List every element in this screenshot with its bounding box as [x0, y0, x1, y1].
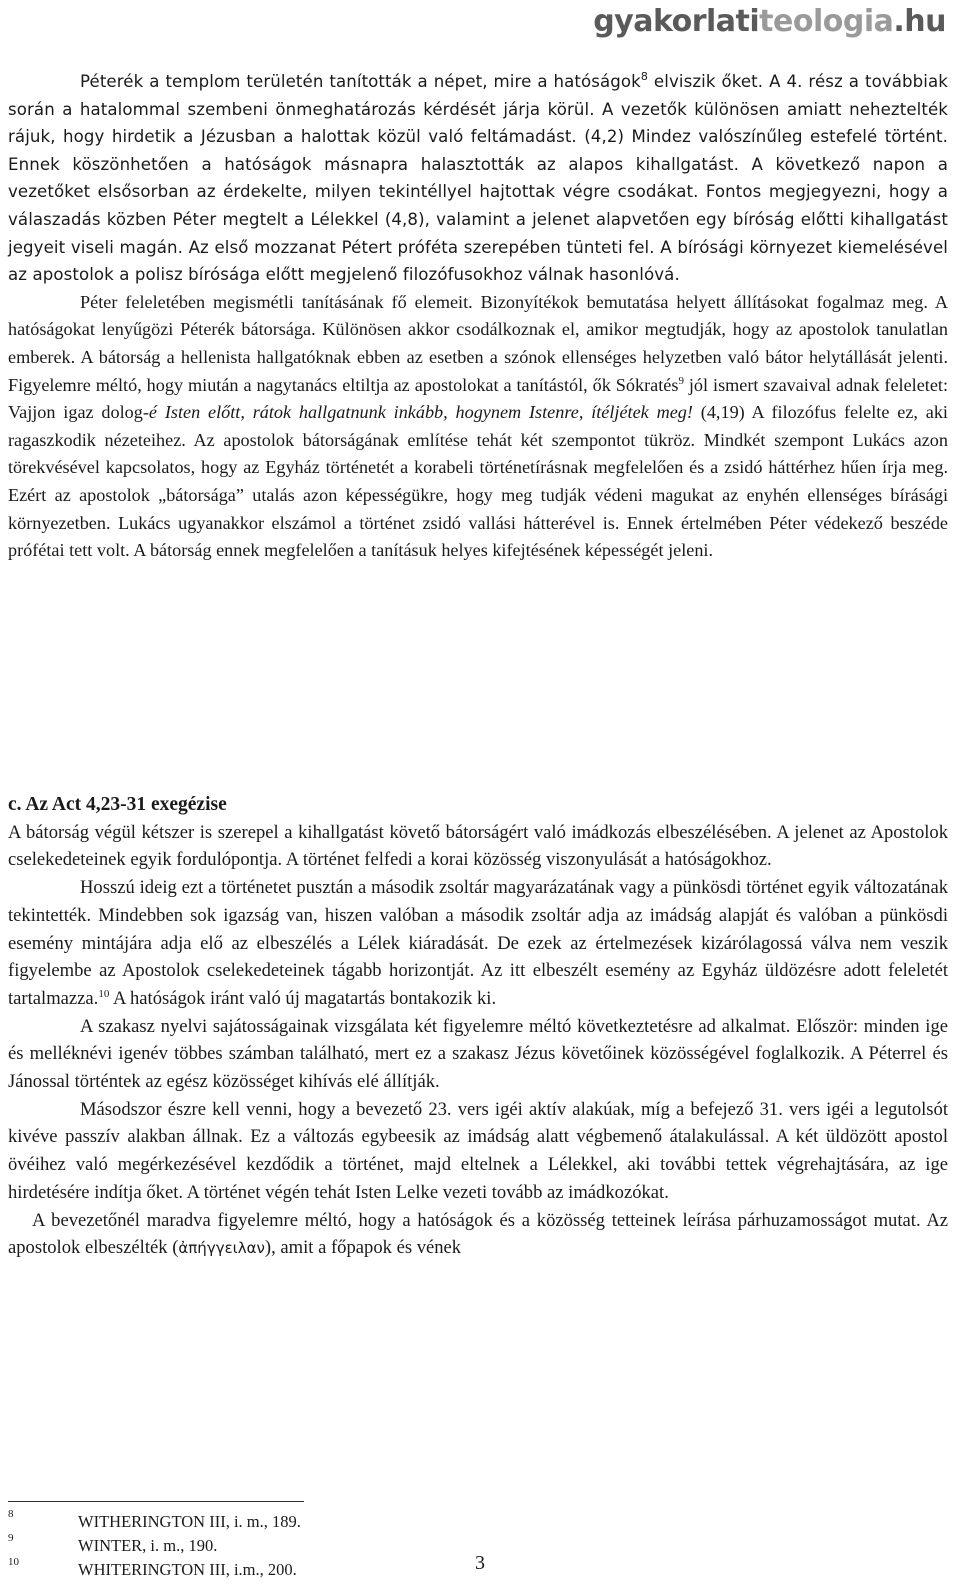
footnote-number: 9 [8, 1532, 14, 1544]
footnote-ref-9[interactable]: 9 [678, 374, 684, 387]
logo-part-3: .hu [893, 4, 946, 39]
section-one [8, 68, 948, 565]
logo-part-2: teologia [759, 4, 894, 39]
site-logo[interactable] [593, 4, 946, 39]
paragraph [8, 289, 948, 565]
footnote [8, 1508, 608, 1536]
text-run: (4,19) A filozófus felelte ez, aki ragaszkodik nézeteihez. Az apostolok bátorságának említése tehát két szempontot tükröz. Mindkét szempont Lukács azon törekvésével kapcsolatos, hogy az Egyház történetét a korabeli történetírásnak megfelelően és a zsidó háttérhez hűen írja meg. Ezért az apostolok „bátorsága” utalás azon képességükre, hogy meg tudják védeni magukat az enyhén ellenséges bírásági környezetben. Lukács ugyanakkor elszámol a történet zsidó vallási hátterével is. Ennek értelmében Péter védekező beszéde prófétai tett volt. A bátorság ennek megfelelően a tanításuk helyes kifejtésének képességét jeleni. [8, 402, 948, 561]
footnote-text: WINTER, i. m., 190. [78, 1536, 218, 1555]
paragraph: A szakasz nyelvi sajátosságainak vizsgálata két figyelemre méltó következtetésre ad alkalmat. Először: minden ige és melléknévi igenév többes számban található, mert ez a szakasz Jézus követőinek közösségével foglalkozik. A Péterrel és Jánossal történtek az egész közösséget kihívás elé állítják. [8, 1015, 948, 1093]
quotation: é Isten előtt, rátok hallgatnunk inkább, hogynem Istenre, ítéljétek meg! [148, 402, 693, 423]
footnote-ref-8[interactable]: 8 [640, 70, 648, 83]
paragraph: Másodszor észre kell venni, hogy a bevezető 23. vers igéi aktív alakúak, míg a befejező 31. vers igéi a legutolsót kivéve passzív alakban állnak. Ez a változás egybeesik az imádság alatt végbemenő átalakulással. A két üldözött apostol övéihez való megérkezésével kezdődik a történet, majd eltelnek a Lélekkel, aki további tettek végrehajtására, az ige hirdetésére indítja őket. A történet végén tehát Isten Lelke vezeti tovább az imádkozókat. [8, 1098, 948, 1203]
greek-word: ἀπήγγειλαν [178, 1239, 265, 1258]
paragraph [8, 68, 948, 289]
paragraph: A bátorság végül kétszer is szerepel a kihallgatást követő bátorságért való imádkozás elbeszélésében. A jelenet az Apostolok cselekedeteinek egyik fordulópontja. A történet felfedi a korai közösség viszonyulását a hatóságokhoz. [8, 821, 948, 871]
paragraph [8, 1207, 948, 1263]
page-number: 3 [475, 1552, 485, 1574]
text-run: Hosszú ideig ezt a történetet pusztán a második zsoltár magyarázatának vagy a pünkösdi történet egyik változatának tekintették. Mindebben sok igazság van, hiszen valóban a második zsoltár adja az imádság alapját és valóban a pünkösdi esemény mintájára adja elő az elbeszélés a Lélek kiáradását. De ezek az értelmezések kizárólagossá válva nem veszik figyelembe az Apostolok cselekedeteinek tágabb horizontját. Az itt elbeszélt esemény az Egyház üldözésre adott feleletét tartalmazza. [8, 877, 948, 1009]
text-run: Péterék a templom területén tanították a népet, mire a hatóságok [80, 72, 641, 91]
section-two [8, 791, 948, 1263]
footnote-ref-10[interactable]: 10 [98, 987, 110, 1000]
text-run: Péter feleletében megismétli tanításának fő elemeit. Bizonyítékok bemutatása helyett állításokat fogalmaz meg. A hatóságokat lenyűgözi Péterék bátorsága. Különösen akkor csodálkoznak el, amikor megtudják, hogy az apostolok tanulatlan emberek. A bátorság a hellenista hallgatóknak ebben az esetben a szónok ellenséges helyzetben való bátor helytállását jelenti. Figyelemre méltó, hogy miután a nagytanács eltiltja az apostolokat a tanítástól, ők Sókratés [8, 291, 948, 395]
footnote-text: WHITERINGTON III, i.m., 200. [78, 1560, 297, 1579]
section-heading: c. Az Act 4,23-31 exegézise [8, 794, 227, 815]
logo-part-1: gyakorlati [593, 4, 760, 39]
footnote-separator [8, 1501, 304, 1502]
text-run: A hatóságok iránt való új magatartás bontakozik ki. [109, 987, 497, 1009]
footnote-number: 10 [8, 1556, 19, 1568]
text-run: elviszik őket. A 4. rész a továbbiak során a hatalommal szembeni önmeghatározás kérdését járja körül. A vezetők különösen amiatt neheztelték rájuk, hogy hirdetik a Jézusban a halottak közül való feltámadást. (4,2) Mindez valószínűleg estefelé történt. Ennek köszönhetően a hatóságok másnapra halasztották az alapos kihallgatást. A következő napon a vezetőket elsősorban az érdekelte, milyen tekintéllyel hajtottak végre csodákat. Fontos megjegyezni, hogy a válaszadás közben Péter megtelt a Lélekkel (4,8), valamint a jelenet alapvetően egy bíróság előtti kihallgatást jegyeit viseli magán. Az első mozzanat Pétert próféta szerepében tünteti fel. A bírósági környezet kiemelésével az apostolok a polisz bírósága előtt megjelenő filozófusokhoz válnak hasonlóvá. [8, 72, 948, 285]
text-run: A bevezetőnél maradva figyelemre méltó, hogy a hatóságok és a közösség tetteinek leírása párhuzamosságot mutat. Az apostolok elbeszélték ( [8, 1209, 948, 1259]
footnote-number: 8 [8, 1508, 14, 1520]
footnote-text: WITHERINGTON III, i. m., 189. [78, 1512, 301, 1531]
text-run: jól ismert szavaival adnak feleletet: Vajjon igaz dolog- [8, 374, 949, 423]
paragraph [8, 874, 948, 1013]
text-run: ), amit a főpapok és vének [264, 1237, 462, 1259]
